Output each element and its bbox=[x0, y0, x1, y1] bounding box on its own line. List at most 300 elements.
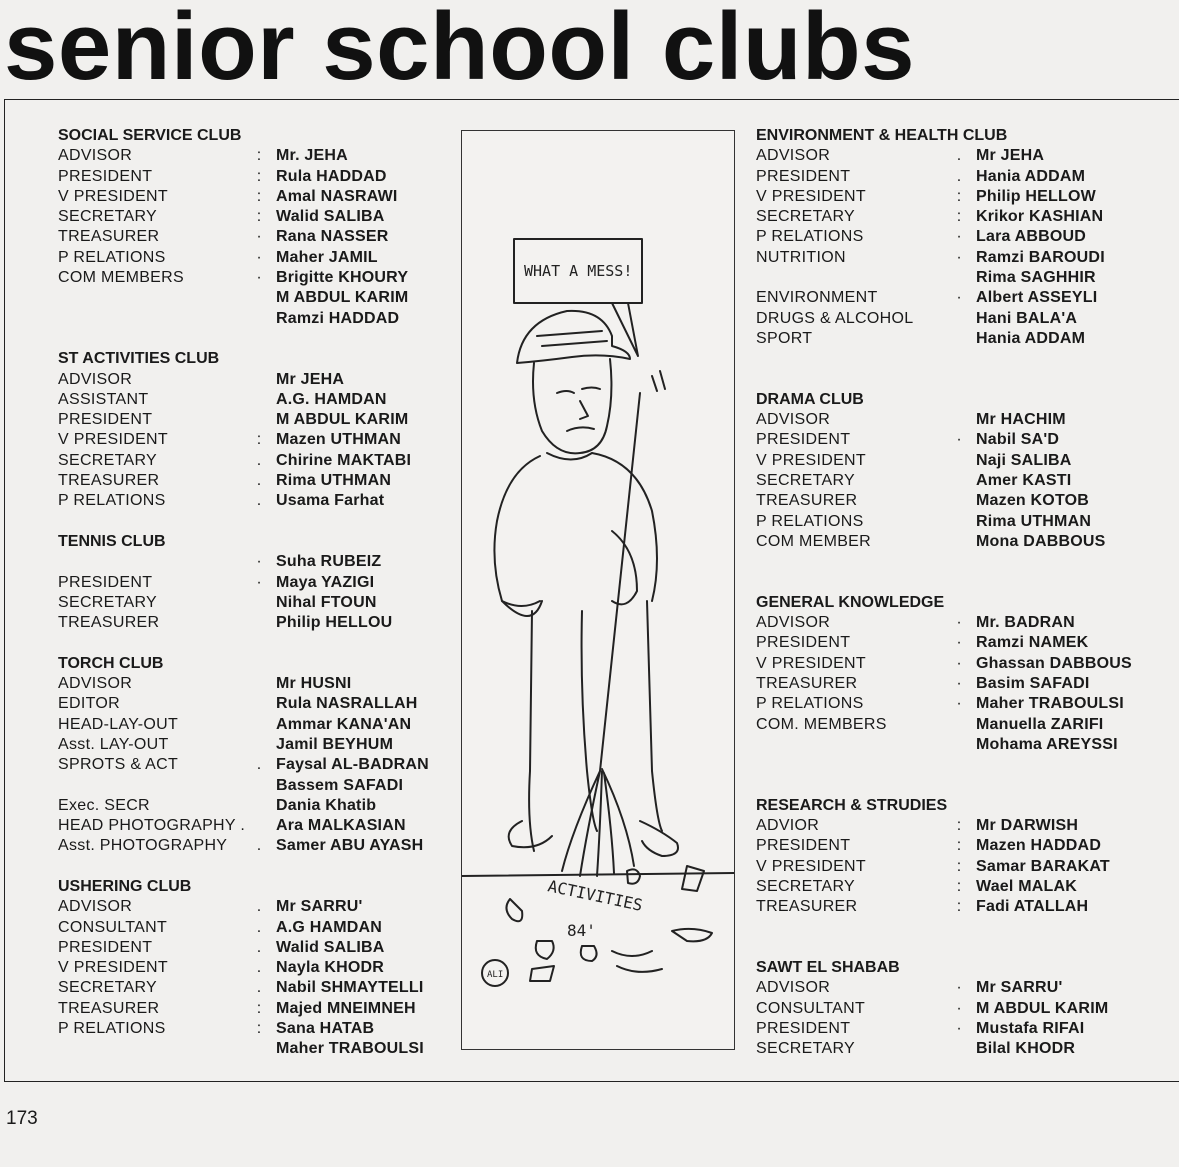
separator: · bbox=[956, 979, 962, 997]
separator: . bbox=[256, 979, 262, 997]
separator bbox=[942, 329, 976, 349]
member-row bbox=[58, 288, 450, 308]
member-role: TREASURER bbox=[58, 472, 160, 490]
member-role: V PRESIDENT bbox=[58, 959, 168, 977]
member-name: Amer KASTI bbox=[976, 472, 1072, 490]
member-name: Hania ADDAM bbox=[976, 329, 1086, 347]
member-row bbox=[756, 877, 1156, 897]
club-block bbox=[58, 654, 450, 877]
member-row bbox=[58, 430, 450, 450]
member-role: SECRETARY bbox=[58, 979, 158, 997]
member-row bbox=[756, 370, 1156, 390]
member-name: Philip HELLOU bbox=[276, 614, 393, 632]
separator bbox=[242, 674, 276, 694]
member-row bbox=[756, 613, 1156, 633]
member-name: Philip HELLOW bbox=[976, 187, 1096, 205]
member-row bbox=[756, 512, 1156, 532]
badge-text: ALI bbox=[487, 970, 504, 980]
member-row bbox=[58, 836, 450, 856]
separator bbox=[942, 918, 976, 938]
member-name: Chirine MAKTABI bbox=[276, 451, 412, 469]
separator: · bbox=[956, 289, 962, 307]
member-role: SECRETARY bbox=[58, 593, 158, 611]
separator: · bbox=[956, 654, 962, 672]
member-name: Amal NASRAWI bbox=[276, 187, 398, 205]
left-club-column bbox=[58, 126, 450, 1060]
member-role: V PRESIDENT bbox=[756, 857, 866, 875]
member-role bbox=[756, 735, 942, 755]
member-row bbox=[756, 918, 1156, 938]
page-number: 173 bbox=[6, 1108, 38, 1129]
member-row bbox=[756, 816, 1156, 836]
member-name: M ABDUL KARIM bbox=[276, 411, 409, 429]
separator bbox=[942, 938, 976, 958]
member-name: Walid SALIBA bbox=[276, 938, 385, 956]
member-role: SECRETARY bbox=[756, 208, 856, 226]
member-role: ADVISOR bbox=[58, 898, 133, 916]
member-name: Rula HADDAD bbox=[276, 167, 387, 185]
member-role: V PRESIDENT bbox=[58, 187, 168, 205]
separator: · bbox=[956, 248, 962, 266]
member-row bbox=[58, 248, 450, 268]
member-role: PRESIDENT bbox=[58, 167, 153, 185]
separator bbox=[242, 735, 276, 755]
member-role: TREASURER bbox=[58, 999, 160, 1017]
member-row bbox=[58, 187, 450, 207]
separator bbox=[942, 451, 976, 471]
member-role: P RELATIONS bbox=[58, 248, 166, 266]
member-row bbox=[58, 1019, 450, 1039]
member-row bbox=[58, 816, 450, 836]
collar bbox=[547, 453, 592, 460]
separator: · bbox=[256, 269, 262, 287]
separator bbox=[242, 1039, 276, 1059]
separator: · bbox=[256, 248, 262, 266]
member-role: ADVISOR bbox=[756, 614, 831, 632]
separator: · bbox=[956, 695, 962, 713]
separator bbox=[942, 573, 976, 593]
separator: · bbox=[956, 675, 962, 693]
member-row bbox=[58, 370, 450, 390]
member-row bbox=[756, 552, 1156, 572]
member-name: M ABDUL KARIM bbox=[276, 289, 409, 307]
member-row bbox=[58, 674, 450, 694]
page-title: senior school clubs bbox=[4, 0, 916, 100]
member-name: Rima UTHMAN bbox=[976, 512, 1092, 530]
member-role bbox=[756, 918, 942, 938]
member-role bbox=[756, 552, 942, 572]
member-row bbox=[58, 309, 450, 329]
member-row bbox=[756, 857, 1156, 877]
separator: : bbox=[256, 187, 262, 205]
member-name: Suha RUBEIZ bbox=[276, 553, 382, 571]
member-role: V PRESIDENT bbox=[756, 187, 866, 205]
club-name: ENVIRONMENT & HEALTH CLUB bbox=[756, 127, 1008, 144]
member-name: Naji SALIBA bbox=[976, 451, 1072, 469]
member-row bbox=[58, 207, 450, 227]
member-role: TREASURER bbox=[58, 228, 160, 246]
member-row bbox=[756, 776, 1156, 796]
member-name: Ramzi BAROUDI bbox=[976, 248, 1105, 266]
member-name: Rana NASSER bbox=[276, 228, 389, 246]
member-role: SECRETARY bbox=[58, 451, 158, 469]
separator: . bbox=[256, 898, 262, 916]
member-name: Maya YAZIGI bbox=[276, 573, 375, 591]
member-row bbox=[58, 227, 450, 247]
member-row bbox=[756, 430, 1156, 450]
club-block bbox=[58, 349, 450, 532]
cartoon-drawing bbox=[462, 131, 734, 1049]
separator: : bbox=[956, 187, 962, 205]
member-name: Wael MALAK bbox=[976, 877, 1077, 895]
club-name: GENERAL KNOWLEDGE bbox=[756, 593, 945, 611]
separator bbox=[942, 512, 976, 532]
member-role: V PRESIDENT bbox=[756, 451, 866, 469]
club-name: USHERING CLUB bbox=[58, 877, 192, 895]
separator bbox=[942, 268, 976, 288]
member-role: ASSISTANT bbox=[58, 390, 149, 408]
member-name: Ramzi NAMEK bbox=[976, 634, 1089, 652]
member-name: Bilal KHODR bbox=[976, 1040, 1076, 1058]
member-name: Mr SARRU' bbox=[276, 898, 363, 916]
club-block bbox=[58, 877, 450, 1060]
member-role: PRESIDENT bbox=[756, 431, 851, 449]
member-name: Ara MALKASIAN bbox=[276, 817, 406, 835]
separator bbox=[942, 410, 976, 430]
member-role: COM. MEMBERS bbox=[756, 715, 887, 733]
member-role: ADVISOR bbox=[756, 979, 831, 997]
member-row bbox=[756, 999, 1156, 1019]
member-role: V PRESIDENT bbox=[58, 431, 168, 449]
member-role: V PRESIDENT bbox=[756, 654, 866, 672]
separator: · bbox=[956, 634, 962, 652]
member-row bbox=[756, 654, 1156, 674]
legs bbox=[529, 601, 662, 851]
separator: · bbox=[956, 228, 962, 246]
separator bbox=[242, 410, 276, 430]
separator bbox=[242, 390, 276, 410]
signature bbox=[612, 951, 662, 972]
club-block bbox=[58, 532, 450, 654]
member-name: Krikor KASHIAN bbox=[976, 208, 1104, 226]
member-role bbox=[58, 329, 242, 349]
member-role: PRESIDENT bbox=[756, 1020, 851, 1038]
club-name: TENNIS CLUB bbox=[58, 532, 166, 550]
member-role: P RELATIONS bbox=[756, 512, 864, 530]
member-name: Albert ASSEYLI bbox=[976, 289, 1098, 307]
separator: : bbox=[956, 857, 962, 875]
member-row bbox=[58, 776, 450, 796]
club-name: ST ACTIVITIES CLUB bbox=[58, 350, 220, 368]
member-row bbox=[756, 288, 1156, 308]
member-name: Mr DARWISH bbox=[976, 817, 1079, 835]
member-name: Faysal AL-BADRAN bbox=[276, 756, 429, 774]
separator: : bbox=[956, 817, 962, 835]
member-name: Jamil BEYHUM bbox=[276, 735, 394, 753]
member-name: Ammar KANA'AN bbox=[276, 715, 412, 733]
member-name: Samer ABU AYASH bbox=[276, 837, 424, 855]
member-role: NUTRITION bbox=[756, 248, 846, 266]
member-row bbox=[58, 938, 450, 958]
member-name: Mazen KOTOB bbox=[976, 492, 1090, 510]
separator bbox=[942, 735, 976, 755]
separator bbox=[942, 776, 976, 796]
separator bbox=[242, 512, 276, 532]
member-role: PRESIDENT bbox=[756, 167, 851, 185]
member-role: SECRETARY bbox=[756, 1040, 856, 1058]
member-name: Mr SARRU' bbox=[976, 979, 1063, 997]
motion-lines bbox=[652, 371, 665, 391]
member-row bbox=[58, 1039, 450, 1059]
member-role: ADVISOR bbox=[58, 370, 133, 388]
member-row bbox=[756, 410, 1156, 430]
member-row bbox=[58, 999, 450, 1019]
broom-handle bbox=[600, 393, 640, 771]
member-name: Mr. JEHA bbox=[276, 147, 348, 165]
member-role: P RELATIONS bbox=[756, 695, 864, 713]
member-row bbox=[756, 694, 1156, 714]
trash-2 bbox=[627, 869, 640, 883]
separator: : bbox=[956, 208, 962, 226]
member-role: COM MEMBERS bbox=[58, 269, 184, 287]
member-role bbox=[58, 776, 242, 796]
member-row bbox=[756, 674, 1156, 694]
separator: · bbox=[256, 553, 262, 571]
separator: : bbox=[256, 1020, 262, 1038]
torso bbox=[494, 453, 657, 606]
member-row bbox=[58, 857, 450, 877]
member-role bbox=[756, 268, 942, 288]
trash-5 bbox=[672, 929, 712, 941]
separator bbox=[242, 694, 276, 714]
member-role bbox=[756, 349, 942, 369]
member-row bbox=[58, 694, 450, 714]
member-name: M ABDUL KARIM bbox=[976, 999, 1109, 1017]
member-name: Mazen UTHMAN bbox=[276, 431, 402, 449]
member-role: HEAD-LAY-OUT bbox=[58, 715, 179, 733]
member-row bbox=[58, 755, 450, 775]
member-name: Fadi ATALLAH bbox=[976, 898, 1089, 916]
club-block bbox=[756, 796, 1156, 958]
member-name: Mona DABBOUS bbox=[976, 532, 1106, 550]
member-row bbox=[58, 796, 450, 816]
member-role: TREASURER bbox=[756, 675, 858, 693]
club-name: RESEARCH & STRUDIES bbox=[756, 796, 948, 814]
member-name: Mr JEHA bbox=[276, 370, 345, 388]
member-row bbox=[756, 735, 1156, 755]
separator bbox=[942, 309, 976, 329]
separator bbox=[942, 471, 976, 491]
member-row bbox=[58, 613, 450, 633]
member-role bbox=[58, 633, 242, 653]
member-row bbox=[58, 735, 450, 755]
member-row bbox=[756, 978, 1156, 998]
member-row bbox=[756, 146, 1156, 166]
member-role: Asst. PHOTOGRAPHY bbox=[58, 837, 228, 855]
member-name: Nabil SA'D bbox=[976, 431, 1060, 449]
separator: : bbox=[256, 208, 262, 226]
member-role bbox=[58, 857, 242, 877]
member-role bbox=[756, 776, 942, 796]
member-role: ADVISOR bbox=[58, 675, 133, 693]
member-name: Brigitte KHOURY bbox=[276, 269, 409, 287]
separator: : bbox=[956, 837, 962, 855]
member-row bbox=[756, 1039, 1156, 1059]
member-row bbox=[756, 349, 1156, 369]
member-role bbox=[58, 288, 242, 308]
club-name: SOCIAL SERVICE CLUB bbox=[58, 127, 242, 144]
member-role: ADVISOR bbox=[58, 147, 133, 165]
member-row bbox=[756, 309, 1156, 329]
separator bbox=[942, 755, 976, 775]
member-row bbox=[756, 573, 1156, 593]
member-name: Samar BARAKAT bbox=[976, 857, 1110, 875]
separator bbox=[942, 715, 976, 735]
member-role bbox=[756, 370, 942, 390]
member-role bbox=[756, 938, 942, 958]
member-role: EDITOR bbox=[58, 695, 120, 713]
trash-1 bbox=[506, 899, 522, 921]
member-role: SECRETARY bbox=[756, 877, 856, 895]
member-role: SECRETARY bbox=[756, 472, 856, 490]
member-role bbox=[58, 309, 242, 329]
member-role: PRESIDENT bbox=[58, 573, 153, 591]
member-role bbox=[58, 1039, 242, 1059]
member-name: Rima UTHMAN bbox=[276, 472, 392, 490]
separator bbox=[242, 329, 276, 349]
separator: . bbox=[256, 959, 262, 977]
speech-text: WHAT A MESS! bbox=[524, 262, 633, 280]
separator bbox=[242, 613, 276, 633]
separator: : bbox=[956, 877, 962, 895]
member-role: TREASURER bbox=[58, 614, 160, 632]
member-role: PRESIDENT bbox=[58, 938, 153, 956]
club-block bbox=[756, 126, 1156, 390]
club-name: TORCH CLUB bbox=[58, 654, 164, 672]
member-name: Mr HUSNI bbox=[276, 675, 352, 693]
club-name: DRAMA CLUB bbox=[756, 390, 864, 408]
member-row bbox=[58, 512, 450, 532]
separator bbox=[942, 552, 976, 572]
member-row bbox=[756, 227, 1156, 247]
member-name: Mr JEHA bbox=[976, 147, 1045, 165]
member-row bbox=[756, 897, 1156, 917]
member-role: COM MEMBER bbox=[756, 532, 871, 550]
member-row bbox=[756, 187, 1156, 207]
separator bbox=[242, 633, 276, 653]
member-row bbox=[756, 755, 1156, 775]
club-block bbox=[756, 958, 1156, 1059]
member-role bbox=[756, 755, 942, 775]
member-name: Rima SAGHHIR bbox=[976, 269, 1096, 287]
member-name: Usama Farhat bbox=[276, 492, 385, 510]
separator bbox=[242, 593, 276, 613]
member-row bbox=[58, 268, 450, 288]
member-name: Hani BALA'A bbox=[976, 309, 1078, 327]
member-role: SPROTS & ACT bbox=[58, 756, 179, 774]
hat-hatching bbox=[537, 331, 607, 346]
member-row bbox=[58, 593, 450, 613]
member-role: TREASURER bbox=[756, 898, 858, 916]
separator: . bbox=[256, 837, 262, 855]
member-role: P RELATIONS bbox=[756, 228, 864, 246]
member-row bbox=[58, 715, 450, 735]
separator: . bbox=[256, 492, 262, 510]
separator: . bbox=[256, 918, 262, 936]
separator bbox=[242, 309, 276, 329]
member-row bbox=[756, 938, 1156, 958]
member-name: Nabil SHMAYTELLI bbox=[276, 979, 424, 997]
member-name: Basim SAFADI bbox=[976, 675, 1090, 693]
member-role: HEAD PHOTOGRAPHY . bbox=[58, 817, 246, 835]
member-row bbox=[756, 167, 1156, 187]
separator: : bbox=[956, 898, 962, 916]
member-name: A.G. HAMDAN bbox=[276, 390, 387, 408]
member-row bbox=[756, 451, 1156, 471]
separator: . bbox=[256, 451, 262, 469]
member-name: Sana HATAB bbox=[276, 1020, 375, 1038]
member-role: TREASURER bbox=[756, 492, 858, 510]
member-role: DRUGS & ALCOHOL bbox=[756, 309, 914, 327]
caption-year: 84' bbox=[567, 921, 596, 940]
member-row bbox=[58, 167, 450, 187]
member-row bbox=[58, 573, 450, 593]
separator bbox=[242, 857, 276, 877]
member-role: CONSULTANT bbox=[58, 918, 168, 936]
separator: . bbox=[256, 938, 262, 956]
separator bbox=[242, 288, 276, 308]
member-role: P RELATIONS bbox=[58, 1020, 166, 1038]
member-name: Ghassan DABBOUS bbox=[976, 654, 1132, 672]
member-row bbox=[756, 329, 1156, 349]
separator: : bbox=[256, 999, 262, 1017]
member-row bbox=[756, 471, 1156, 491]
member-row bbox=[756, 836, 1156, 856]
trash-3 bbox=[682, 866, 704, 891]
member-name: Dania Khatib bbox=[276, 796, 377, 814]
member-row bbox=[58, 410, 450, 430]
separator: : bbox=[256, 147, 262, 165]
separator bbox=[242, 715, 276, 735]
member-role: PRESIDENT bbox=[58, 411, 153, 429]
member-row bbox=[756, 207, 1156, 227]
member-name: Mustafa RIFAI bbox=[976, 1020, 1085, 1038]
member-role bbox=[58, 512, 242, 532]
member-row bbox=[756, 715, 1156, 735]
separator: . bbox=[256, 472, 262, 490]
member-name: Mohama AREYSSI bbox=[976, 735, 1118, 753]
member-name: Hania ADDAM bbox=[976, 167, 1086, 185]
separator bbox=[242, 816, 276, 836]
caption-activities: ACTIVITIES bbox=[546, 876, 645, 915]
member-row bbox=[58, 471, 450, 491]
member-row bbox=[756, 532, 1156, 552]
separator: · bbox=[256, 228, 262, 246]
member-role: CONSULTANT bbox=[756, 999, 866, 1017]
club-block bbox=[756, 593, 1156, 796]
member-role: SECRETARY bbox=[58, 208, 158, 226]
separator bbox=[242, 370, 276, 390]
member-name: Bassem SAFADI bbox=[276, 776, 404, 794]
member-role: ADVISOR bbox=[756, 147, 831, 165]
member-row bbox=[58, 978, 450, 998]
club-block bbox=[58, 126, 450, 349]
member-role: SPORT bbox=[756, 329, 813, 347]
club-name: SAWT EL SHABAB bbox=[756, 959, 900, 977]
right-club-column bbox=[756, 126, 1156, 1060]
separator: : bbox=[256, 167, 262, 185]
club-block bbox=[756, 390, 1156, 593]
